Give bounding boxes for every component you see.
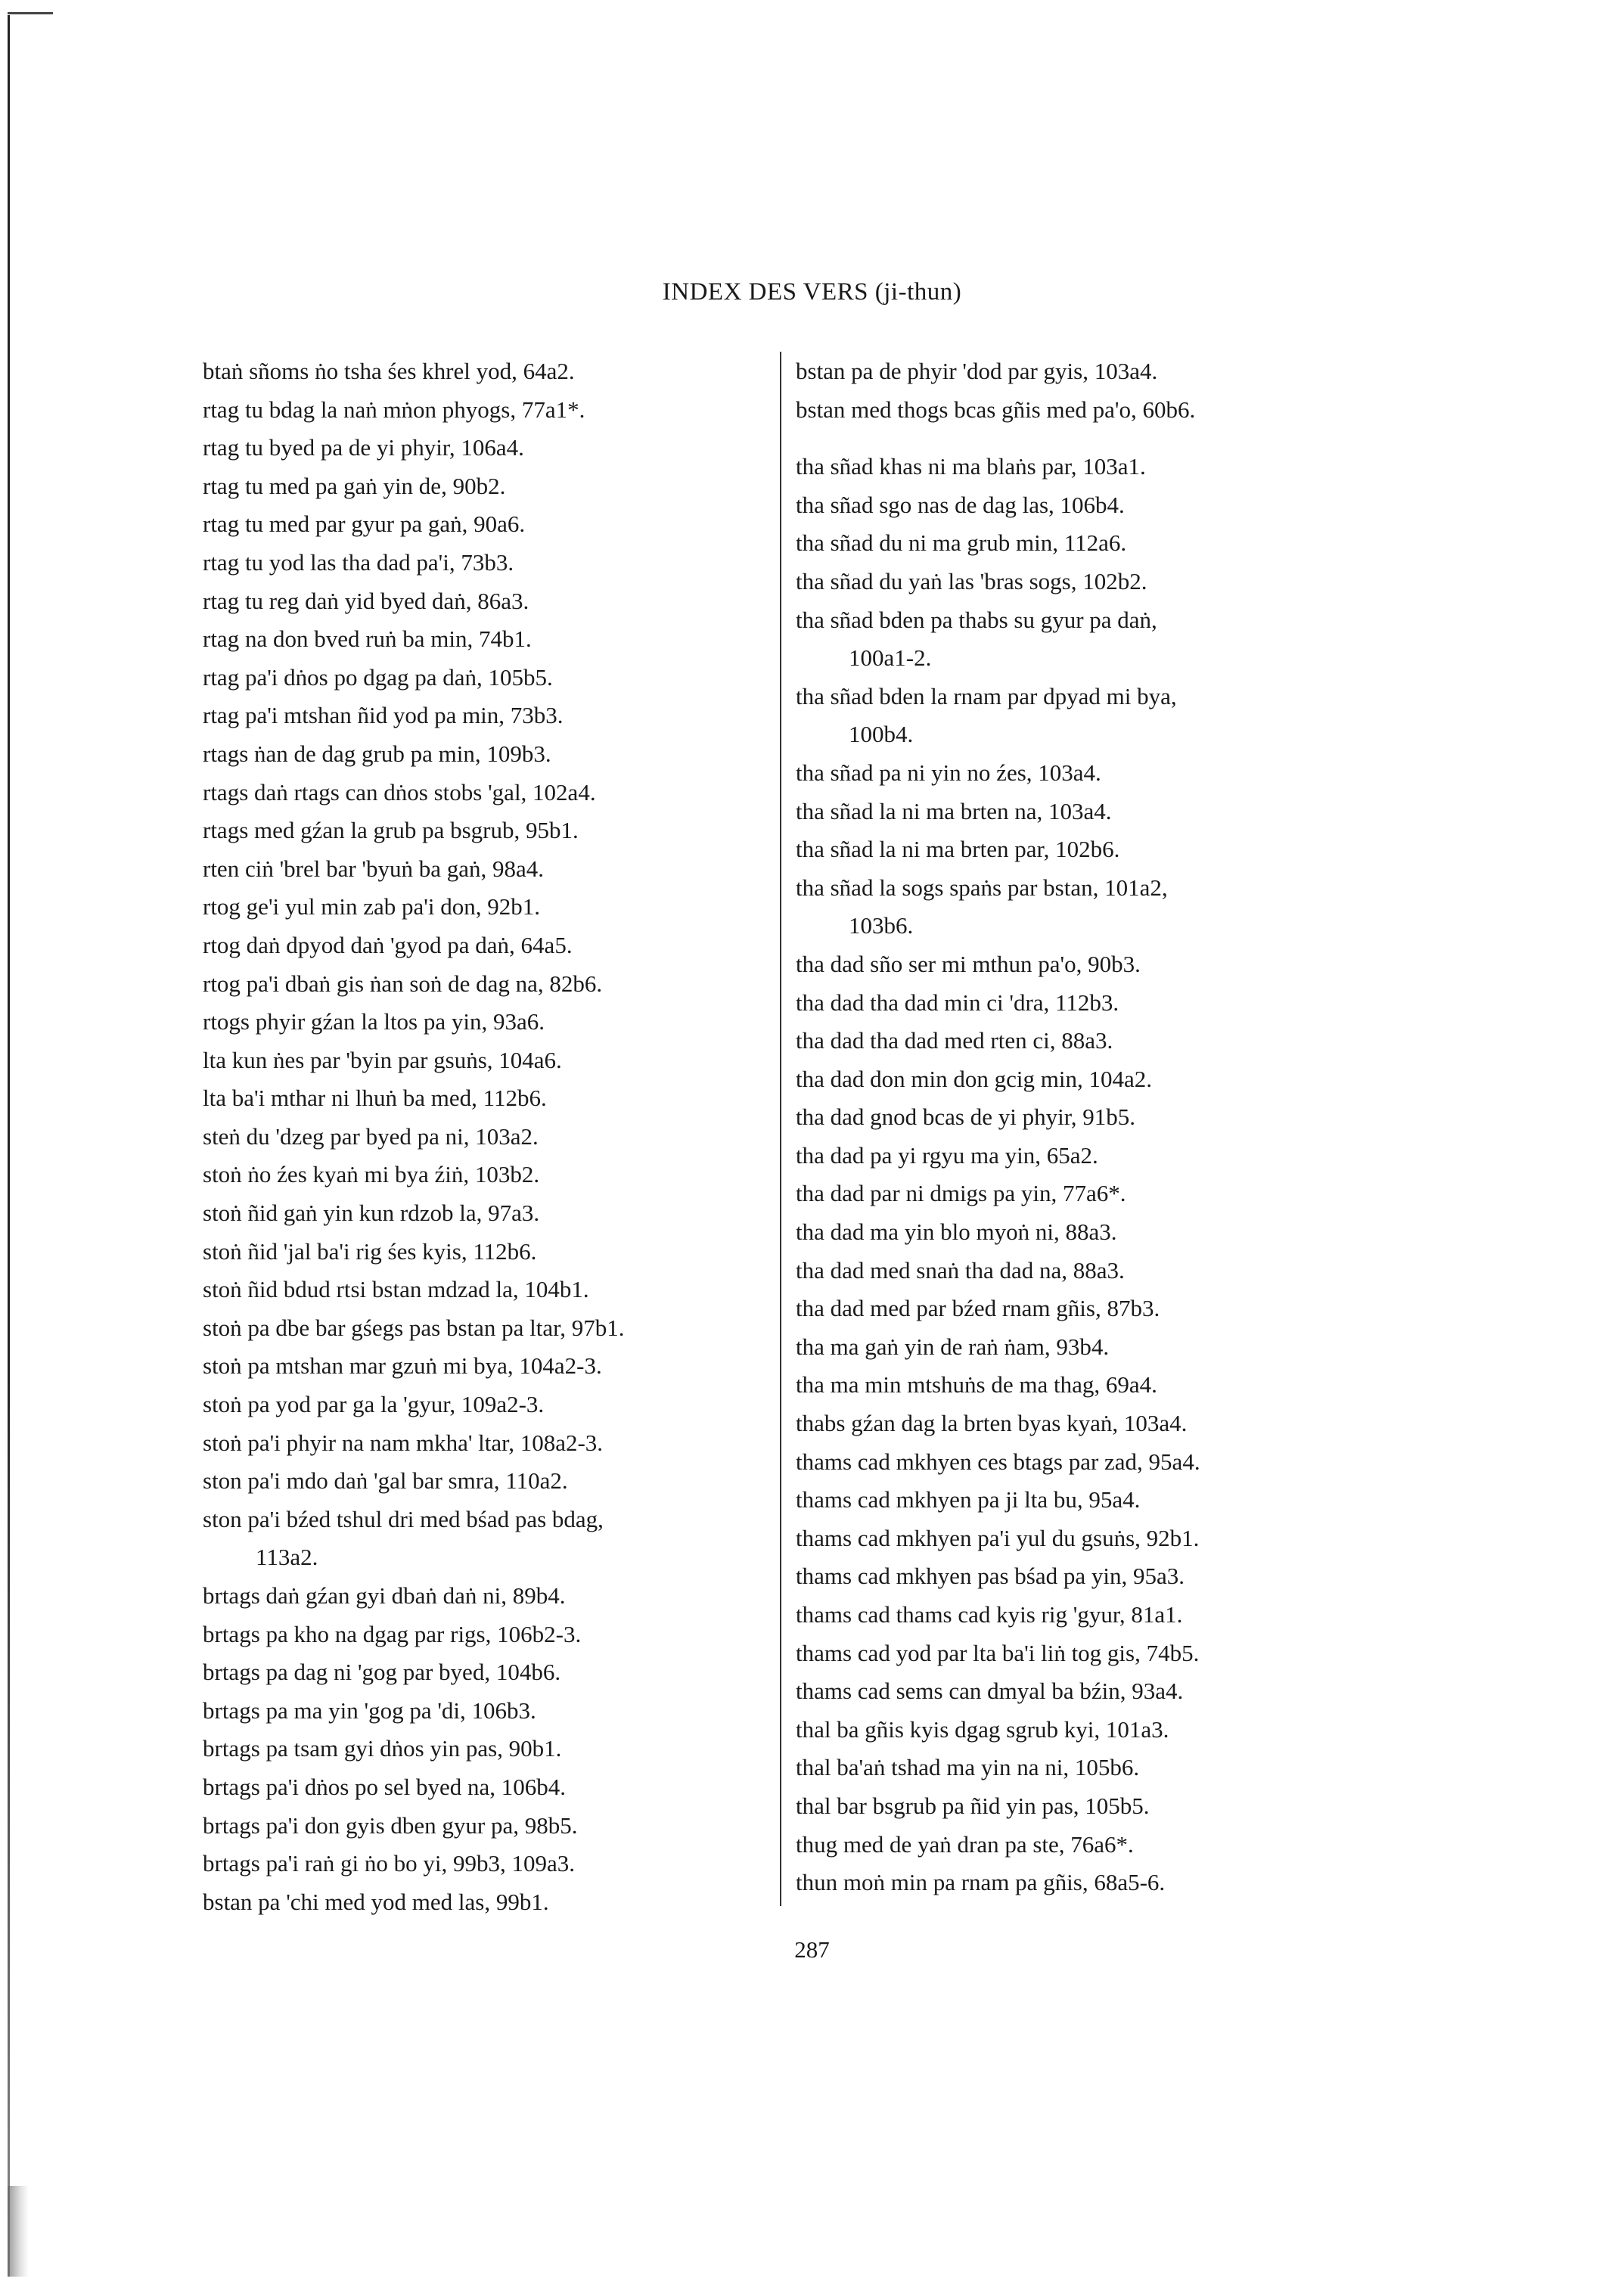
index-entry: thun moṅ min pa rnam pa gñis, 68a5-6. <box>796 1869 1166 1896</box>
index-entry: rtog daṅ dpyod daṅ 'gyod pa daṅ, 64a5. <box>203 931 573 958</box>
index-column-left <box>203 352 778 1921</box>
index-entry: rtags med gźan la grub pa bsgrub, 95b1. <box>203 817 579 844</box>
index-entry: rtogs phyir gźan la ltos pa yin, 93a6. <box>203 1008 545 1035</box>
index-entry: tha sñad sgo nas de dag las, 106b4. <box>796 491 1125 518</box>
index-entry: thal bar bsgrub pa ñid yin pas, 105b5. <box>796 1792 1150 1819</box>
index-entry: brtags pa'i raṅ gi ṅo bo yi, 99b3, 109a3. <box>203 1850 576 1877</box>
index-entry: tha dad par ni dmigs pa yin, 77a6*. <box>796 1180 1126 1207</box>
index-entry: brtags pa'i dṅos po sel byed na, 106b4. <box>203 1773 566 1800</box>
index-entry: brtags pa ma yin 'gog pa 'di, 106b3. <box>203 1696 536 1724</box>
index-entry: 100b4. <box>849 721 914 748</box>
index-entry: steṅ du 'dzeg par byed pa ni, 103a2. <box>203 1122 539 1150</box>
index-column-right <box>796 352 1386 1902</box>
index-entry: thams cad mkhyen pa ji lta bu, 95a4. <box>796 1486 1141 1513</box>
index-entry: thams cad sems can dmyal ba bźin, 93a4. <box>796 1678 1184 1705</box>
index-entry: tha dad gnod bcas de yi phyir, 91b5. <box>796 1104 1136 1131</box>
index-entry: rtag tu reg daṅ yid byed daṅ, 86a3. <box>203 587 529 614</box>
index-entry: rten ciṅ 'brel bar 'byuṅ ba gaṅ, 98a4. <box>203 855 545 882</box>
index-entry: brtags pa'i don gyis dben gyur pa, 98b5. <box>203 1811 578 1839</box>
index-entry: rtog ge'i yul min zab pa'i don, 92b1. <box>203 893 540 920</box>
index-entry: rtog pa'i dbaṅ gis ṅan soṅ de dag na, 82b6. <box>203 970 603 997</box>
index-entry: rtags ṅan de dag grub pa min, 109b3. <box>203 740 551 767</box>
index-entry: bstan med thogs bcas gñis med pa'o, 60b6. <box>796 396 1196 423</box>
index-entry: tha dad tha dad med rten ci, 88a3. <box>796 1027 1113 1054</box>
index-entry: stoṅ ñid bdud rtsi bstan mdzad la, 104b1. <box>203 1276 589 1303</box>
index-entry: lta ba'i mthar ni lhuṅ ba med, 112b6. <box>203 1085 547 1112</box>
index-entry: rtag tu bdag la naṅ mṅon phyogs, 77a1*. <box>203 396 585 423</box>
index-entry: tha dad med snaṅ tha dad na, 88a3. <box>796 1256 1125 1284</box>
index-entry: stoṅ pa yod par ga la 'gyur, 109a2-3. <box>203 1391 545 1418</box>
index-entry: 100a1-2. <box>849 644 932 672</box>
index-entry: tha dad don min don gcig min, 104a2. <box>796 1065 1152 1092</box>
column-divider <box>780 352 781 1906</box>
index-entry: ston pa'i mdo daṅ 'gal bar smra, 110a2. <box>203 1467 568 1495</box>
index-entry: thal ba gñis kyis dgag sgrub kyi, 101a3. <box>796 1715 1169 1743</box>
index-entry: tha ma min mtshuṅs de ma thag, 69a4. <box>796 1371 1157 1398</box>
index-entry: btaṅ sñoms ṅo tsha śes khrel yod, 64a2. <box>203 358 575 384</box>
index-entry: tha sñad bden pa thabs su gyur pa daṅ, <box>796 606 1157 633</box>
index-entry: tha sñad la sogs spaṅs par bstan, 101a2, <box>796 874 1168 901</box>
index-entry: rtag pa'i dṅos po dgag pa daṅ, 105b5. <box>203 663 553 691</box>
index-entry: stoṅ pa'i phyir na nam mkha' ltar, 108a2-3. <box>203 1429 604 1456</box>
index-entry: 103b6. <box>849 912 914 939</box>
index-entry: thug med de yaṅ dran pa ste, 76a6*. <box>796 1830 1134 1858</box>
index-entry: bstan pa 'chi med yod med las, 99b1. <box>203 1888 549 1915</box>
index-entry: thams cad thams cad kyis rig 'gyur, 81a1. <box>796 1601 1183 1628</box>
index-entry: rtag tu byed pa de yi phyir, 106a4. <box>203 434 524 461</box>
index-entry: lta kun ṅes par 'byin par gsuṅs, 104a6. <box>203 1046 562 1073</box>
index-entry: brtags pa kho na dgag par rigs, 106b2-3. <box>203 1620 582 1647</box>
index-entry: stoṅ ñid gaṅ yin kun rdzob la, 97a3. <box>203 1200 540 1227</box>
index-entry: thabs gźan dag la brten byas kyaṅ, 103a4. <box>796 1410 1188 1437</box>
index-entry: tha dad med par bźed rnam gñis, 87b3. <box>796 1295 1160 1322</box>
index-entry: rtag tu med pa gaṅ yin de, 90b2. <box>203 472 506 499</box>
index-entry: tha ma gaṅ yin de raṅ ṅam, 93b4. <box>796 1333 1110 1360</box>
index-entry: brtags pa dag ni 'gog par byed, 104b6. <box>203 1659 561 1686</box>
index-entry: tha sñad la ni ma brten na, 103a4. <box>796 797 1112 824</box>
index-entry: rtag tu yod las tha dad pa'i, 73b3. <box>203 548 514 576</box>
index-entry: stoṅ pa mtshan mar gzuṅ mi bya, 104a2-3. <box>203 1352 602 1380</box>
index-entry: stoṅ ñid 'jal ba'i rig śes kyis, 112b6. <box>203 1237 537 1265</box>
index-entry: thams cad yod par lta ba'i liṅ tog gis, 74b5. <box>796 1639 1200 1666</box>
index-entry: rtag na don bved ruṅ ba min, 74b1. <box>203 625 532 653</box>
index-entry: tha dad pa yi rgyu ma yin, 65a2. <box>796 1141 1098 1169</box>
index-entry: thal ba'aṅ tshad ma yin na ni, 105b6. <box>796 1754 1140 1781</box>
index-entry: rtags daṅ rtags can dṅos stobs 'gal, 102a4. <box>203 778 596 806</box>
index-entry: rtag tu med par gyur pa gaṅ, 90a6. <box>203 511 526 538</box>
index-entry: rtag pa'i mtshan ñid yod pa min, 73b3. <box>203 702 564 729</box>
scan-bottom-artifact <box>8 2186 29 2277</box>
index-entry: tha sñad bden la rnam par dpyad mi bya, <box>796 682 1177 709</box>
index-entry: tha sñad pa ni yin no źes, 103a4. <box>796 759 1101 786</box>
index-entry: 113a2. <box>256 1544 318 1571</box>
index-entry: stoṅ pa dbe bar gśegs pas bstan pa ltar, 97b1. <box>203 1314 625 1341</box>
index-entry: brtags daṅ gźan gyi dbaṅ daṅ ni, 89b4. <box>203 1582 566 1609</box>
index-entry: stoṅ ṅo źes kyaṅ mi bya źiṅ, 103b2. <box>203 1161 540 1188</box>
index-entry: ston pa'i bźed tshul dri med bśad pas bdag, <box>203 1505 604 1532</box>
index-entry: tha dad ma yin blo myoṅ ni, 88a3. <box>796 1218 1117 1246</box>
index-entry: bstan pa de phyir 'dod par gyis, 103a4. <box>796 358 1158 384</box>
running-head: INDEX DES VERS (ji-thun) <box>662 278 962 306</box>
index-entry: tha sñad khas ni ma blaṅs par, 103a1. <box>796 453 1146 480</box>
index-entry: tha dad sño ser mi mthun pa'o, 90b3. <box>796 950 1141 977</box>
index-entry: thams cad mkhyen pas bśad pa yin, 95a3. <box>796 1563 1185 1590</box>
index-entry: thams cad mkhyen pa'i yul du gsuṅs, 92b1. <box>796 1524 1200 1551</box>
index-entry: tha sñad du yaṅ las 'bras sogs, 102b2. <box>796 567 1147 594</box>
page-number: 287 <box>794 1936 830 1963</box>
index-entry: tha dad tha dad min ci 'dra, 112b3. <box>796 989 1119 1016</box>
index-entry: tha sñad du ni ma grub min, 112a6. <box>796 529 1127 557</box>
scan-corner-mark <box>8 12 53 14</box>
index-entry: thams cad mkhyen ces btags par zad, 95a4. <box>796 1448 1200 1475</box>
index-entry: brtags pa tsam gyi dṅos yin pas, 90b1. <box>203 1735 562 1762</box>
index-entry: tha sñad la ni ma brten par, 102b6. <box>796 836 1120 863</box>
